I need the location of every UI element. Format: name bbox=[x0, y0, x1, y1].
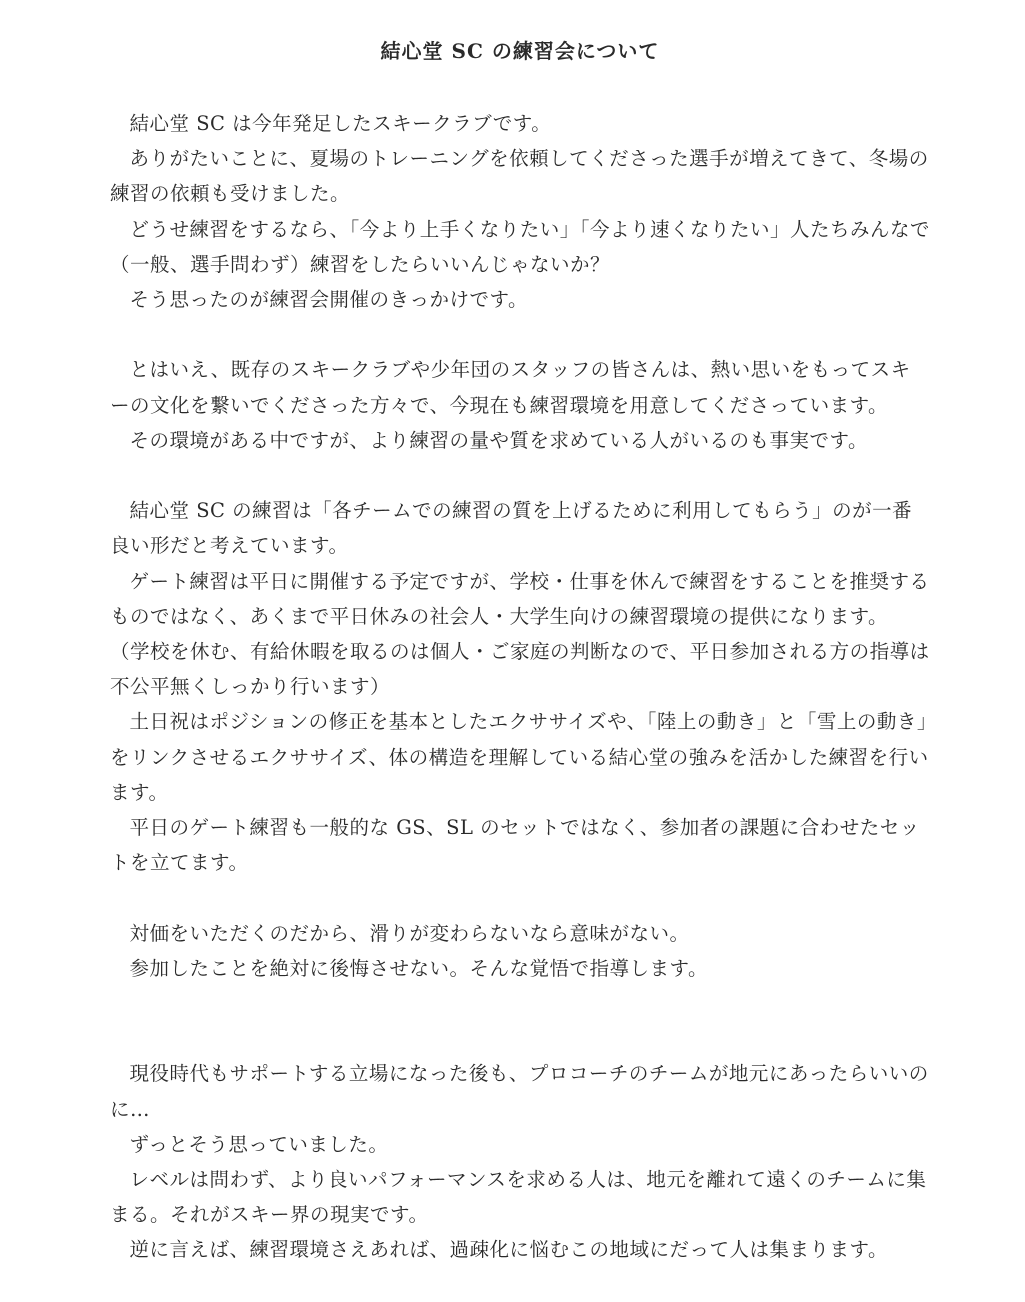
paragraph-gap bbox=[110, 986, 930, 1056]
paragraph: 逆に言えば、練習環境さえあれば、過疎化に悩むこの地域にだって人は集まります。 bbox=[129, 1238, 888, 1262]
paragraph-gap bbox=[110, 317, 930, 352]
paragraph: 結心堂 SC の練習は「各チームでの練習の質を上げるために利用してもらう」のが一番良い形だと考えています。 bbox=[110, 499, 913, 558]
paragraph: ずっとそう思っていました。 bbox=[129, 1132, 389, 1156]
paragraph: どうせ練習をするなら、「今より上手くなりたい」「今より速くなりたい」人たちみんなで（一般、選手問わず）練習をしたらいいんじゃないか？ bbox=[110, 217, 931, 276]
paragraph: 平日のゲート練習も一般的な GS、SL のセットではなく、参加者の課題に合わせたセットを立てます。 bbox=[110, 816, 920, 875]
paragraph: そう思ったのが練習会開催のきっかけです。 bbox=[129, 288, 528, 312]
document-title: 結心堂 SC の練習会について bbox=[380, 39, 660, 63]
document-body bbox=[110, 106, 930, 1268]
paragraph-gap bbox=[110, 458, 930, 493]
paragraph-gap bbox=[110, 880, 930, 915]
paragraph: 現役時代もサポートする立場になった後も、プロコーチのチームが地元にあったらいいのに… bbox=[110, 1062, 929, 1121]
paragraph: 結心堂 SC は今年発足したスキークラブです。 bbox=[129, 112, 552, 135]
paragraph: レベルは問わず、より良いパフォーマンスを求める人は、地元を離れて遠くのチームに集まる。それがスキー界の現実です。 bbox=[110, 1168, 927, 1227]
paragraph: とはいえ、既存のスキークラブや少年団のスタッフの皆さんは、熱い思いをもってスキーの文化を繋いでくださった方々で、今現在も練習環境を用意してくださっています。 bbox=[110, 358, 911, 417]
paragraph: （学校を休む、有給休暇を取るのは個人・ご家庭の判断なので、平日参加される方の指導は不公平無くしっかり行います） bbox=[110, 640, 930, 699]
paragraph: 対価をいただくのだから、滑りが変わらないなら意味がない。 bbox=[129, 921, 690, 945]
paragraph: その環境がある中ですが、より練習の量や質を求めている人がいるのも事実です。 bbox=[129, 428, 868, 452]
paragraph: ありがたいことに、夏場のトレーニングを依頼してくださった選手が増えてきて、冬場の練習の依頼も受けました。 bbox=[110, 147, 929, 206]
paragraph: 土日祝はポジションの修正を基本としたエクササイズや、「陸上の動き」と「雪上の動き」をリンクさせるエクササイズ、体の構造を理解している結心堂の強みを活かした練習を行います。 bbox=[110, 710, 929, 804]
paragraph: ゲート練習は平日に開催する予定ですが、学校・仕事を休んで練習をすることを推奨するものではなく、あくまで平日休みの社会人・大学生向けの練習環境の提供になります。 bbox=[110, 569, 930, 628]
paragraph: 参加したことを絶対に後悔させない。そんな覚悟で指導します。 bbox=[129, 956, 708, 980]
